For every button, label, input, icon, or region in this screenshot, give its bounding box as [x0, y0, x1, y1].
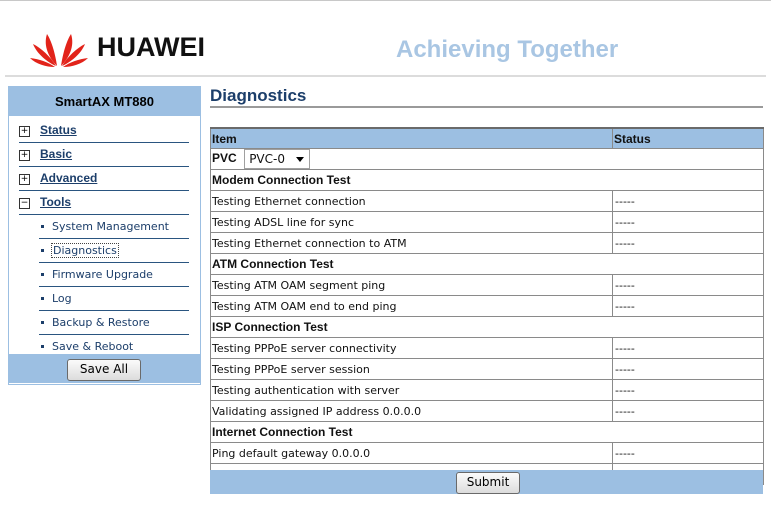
- bullet-icon: [41, 249, 44, 252]
- sidebar-item-label[interactable]: Advanced: [40, 171, 98, 185]
- sidebar-item-label[interactable]: Status: [40, 123, 77, 137]
- sidebar-subitem-firmware-upgrade[interactable]: [39, 263, 189, 287]
- sidebar-item-label[interactable]: Basic: [40, 147, 73, 161]
- test-status: -----: [613, 359, 764, 380]
- sidebar-item-status[interactable]: [19, 119, 189, 143]
- header: [0, 0, 771, 78]
- expand-plus-icon[interactable]: +: [20, 174, 29, 184]
- table-row: [211, 401, 764, 422]
- test-item: Testing Ethernet connection to ATM: [211, 233, 613, 254]
- submit-button[interactable]: Submit: [456, 472, 520, 494]
- test-item: Ping default gateway 0.0.0.0: [211, 443, 613, 464]
- collapse-minus-icon[interactable]: −: [20, 198, 29, 208]
- table-row: [211, 338, 764, 359]
- section-row: [211, 254, 764, 275]
- section-row: [211, 170, 764, 191]
- table-row: [211, 359, 764, 380]
- pvc-select[interactable]: [244, 149, 310, 169]
- test-item: Validating assigned IP address 0.0.0.0: [211, 401, 613, 422]
- section-title: Modem Connection Test: [211, 170, 764, 191]
- test-item: Testing authentication with server: [211, 380, 613, 401]
- sidebar-item-advanced[interactable]: [19, 167, 189, 191]
- pvc-cell: [211, 149, 764, 170]
- sidebar-subitem-label[interactable]: System Management: [52, 220, 169, 233]
- save-all-button[interactable]: Save All: [67, 359, 141, 381]
- expand-plus-icon[interactable]: +: [20, 150, 29, 160]
- huawei-petal-logo-icon: [29, 22, 89, 68]
- test-item: Testing ADSL line for sync: [211, 212, 613, 233]
- expand-plus-icon[interactable]: +: [20, 126, 29, 136]
- test-status: -----: [613, 443, 764, 464]
- sidebar-subitem-diagnostics[interactable]: [39, 239, 189, 263]
- bullet-icon: [41, 297, 44, 300]
- column-header-status: Status: [613, 128, 764, 149]
- table-row: [211, 275, 764, 296]
- device-title: SmartAX MT880: [9, 87, 200, 116]
- test-item: Testing PPPoE server connectivity: [211, 338, 613, 359]
- section-title: ATM Connection Test: [211, 254, 764, 275]
- submit-bar: [210, 470, 763, 494]
- pvc-select-value: PVC-0: [249, 152, 285, 166]
- test-item: Testing Ethernet connection: [211, 191, 613, 212]
- test-status: -----: [613, 338, 764, 359]
- title-divider: [210, 106, 763, 108]
- bullet-icon: [41, 225, 44, 228]
- sidebar: [8, 86, 201, 385]
- sidebar-subitem-label[interactable]: Save & Reboot: [52, 340, 134, 353]
- section-row: [211, 317, 764, 338]
- test-item: Testing ATM OAM segment ping: [211, 275, 613, 296]
- sidebar-item-basic[interactable]: [19, 143, 189, 167]
- test-item: Testing ATM OAM end to end ping: [211, 296, 613, 317]
- diagnostics-table: [210, 127, 764, 485]
- page-title: Diagnostics: [210, 86, 307, 105]
- test-status: -----: [613, 401, 764, 422]
- sidebar-subitem-label[interactable]: Backup & Restore: [52, 316, 150, 329]
- test-status: -----: [613, 296, 764, 317]
- test-status: -----: [613, 275, 764, 296]
- table-row: [211, 296, 764, 317]
- table-row: [211, 191, 764, 212]
- table-row: [211, 212, 764, 233]
- header-divider: [5, 75, 766, 77]
- bullet-icon: [41, 273, 44, 276]
- sidebar-item-label[interactable]: Tools: [40, 195, 72, 209]
- huawei-logo: [29, 22, 219, 68]
- test-status: -----: [613, 212, 764, 233]
- test-status: -----: [613, 233, 764, 254]
- section-row: [211, 422, 764, 443]
- bullet-icon: [41, 345, 44, 348]
- column-header-item: Item: [211, 128, 613, 149]
- sidebar-footer: [8, 354, 200, 383]
- table-row: [211, 233, 764, 254]
- sidebar-subitem-backup-restore[interactable]: [39, 311, 189, 335]
- table-header-row: [211, 128, 764, 149]
- sidebar-subitem-label[interactable]: Log: [52, 292, 72, 305]
- table-row: [211, 380, 764, 401]
- brand-name: HUAWEI: [97, 32, 205, 62]
- pvc-label: PVC: [212, 151, 237, 165]
- table-row: [211, 443, 764, 464]
- section-title: ISP Connection Test: [211, 317, 764, 338]
- section-title: Internet Connection Test: [211, 422, 764, 443]
- sidebar-subitem-label[interactable]: Diagnostics: [53, 244, 117, 257]
- test-item: Testing PPPoE server session: [211, 359, 613, 380]
- sidebar-subitem-system-management[interactable]: [39, 215, 189, 239]
- chevron-down-icon[interactable]: [296, 157, 304, 162]
- sidebar-subitem-log[interactable]: [39, 287, 189, 311]
- bullet-icon: [41, 321, 44, 324]
- brand-tagline: Achieving Together: [396, 36, 619, 63]
- pvc-row: [211, 149, 764, 170]
- sidebar-item-tools[interactable]: [19, 191, 189, 215]
- test-status: -----: [613, 380, 764, 401]
- test-status: -----: [613, 191, 764, 212]
- sidebar-subitem-label[interactable]: Firmware Upgrade: [52, 268, 153, 281]
